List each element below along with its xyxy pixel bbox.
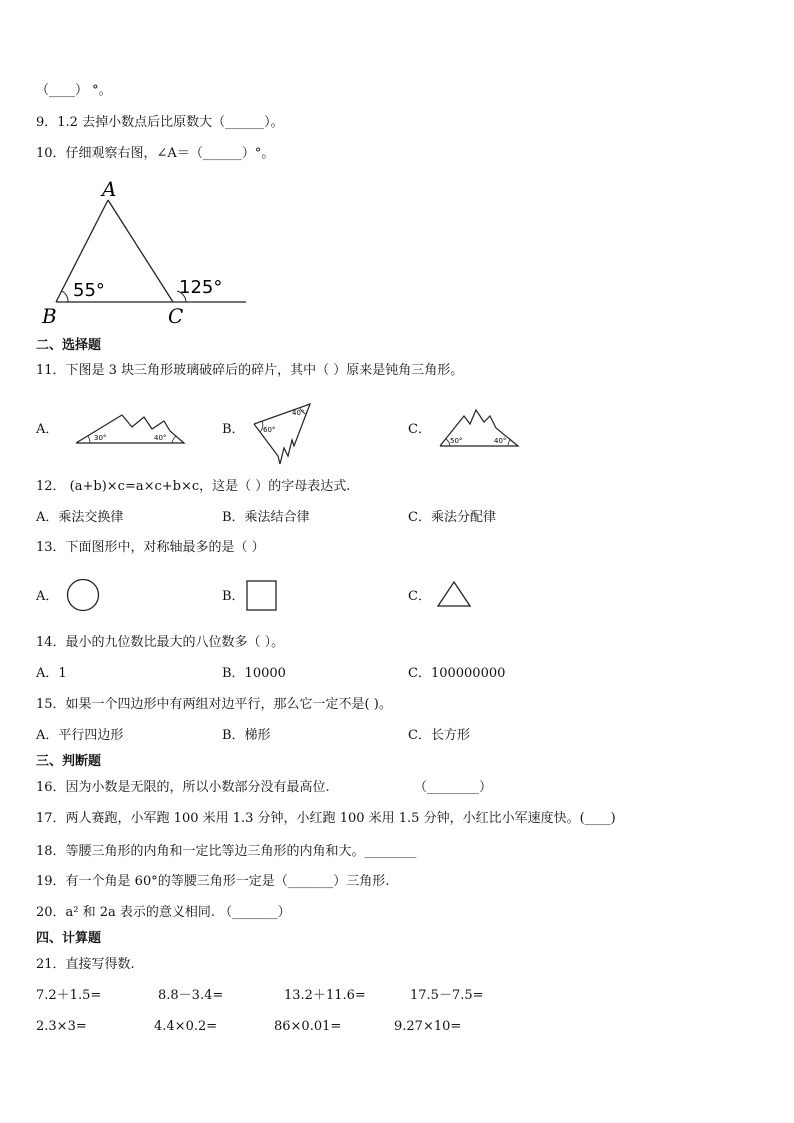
calc-item: 9.27×10= (394, 1019, 462, 1034)
q14-text: 14．最小的九位数比最大的八位数多（ ）。 (36, 635, 285, 650)
q11-fragment-c (436, 406, 526, 452)
q8-tail: （____） °。 (36, 83, 112, 98)
q11-text: 11．下图是 3 块三角形玻璃破碎后的碎片，其中（ ）原来是钝角三角形。 (36, 363, 464, 378)
calc-item: 2.3×3= (36, 1019, 87, 1034)
q20-text: 20．a² 和 2a 表示的意义相同. （_______） (36, 905, 291, 920)
q14-option-a[interactable]: A．1 (36, 666, 67, 681)
q13-option-b-label[interactable]: B． (222, 589, 245, 604)
q13-option-c-label[interactable]: C． (408, 589, 431, 604)
q16-answer-blank[interactable]: （________） (414, 780, 493, 795)
section-3-title: 三、判断题 (36, 754, 102, 769)
fragment-b-angle-1: 60° (263, 426, 276, 434)
q15-text: 15．如果一个四边形中有两组对边平行，那么它一定不是( )。 (36, 697, 392, 712)
square-shape (246, 580, 278, 612)
calc-item: 13.2＋11.6= (284, 988, 366, 1003)
q11-option-b-label[interactable]: B． (222, 422, 245, 437)
q10-triangle-figure (36, 178, 256, 328)
calc-item: 4.4×0.2= (154, 1019, 218, 1034)
calc-item: 86×0.01= (274, 1019, 342, 1034)
q12-option-c[interactable]: C．乘法分配律 (408, 510, 496, 525)
section-4-title: 四、计算题 (36, 931, 102, 946)
q21-text: 21．直接写得数. (36, 957, 135, 972)
q14-option-c[interactable]: C．100000000 (408, 666, 506, 681)
q11-option-c-label[interactable]: C． (408, 422, 431, 437)
q15-option-b[interactable]: B．梯形 (222, 728, 271, 743)
q15-option-a[interactable]: A．平行四边形 (36, 728, 124, 743)
triangle-shape (436, 580, 476, 610)
q17-text: 17．两人赛跑，小军跑 100 米用 1.3 分钟，小红跑 100 米用 1.5 分钟，小红比小军速度快。(____) (36, 811, 616, 826)
section-2-title: 二、选择题 (36, 338, 102, 353)
vertex-a-label: A (102, 177, 117, 201)
q19-text: 19．有一个角是 60°的等腰三角形一定是（_______）三角形. (36, 874, 390, 889)
q16-text: 16．因为小数是无限的，所以小数部分没有最高位. (36, 780, 330, 795)
q12-option-a[interactable]: A．乘法交换律 (36, 510, 124, 525)
q10-text: 10．仔细观察右图，∠A＝（______）°。 (36, 146, 275, 161)
q13-option-a-label[interactable]: A． (36, 589, 59, 604)
q9-text: 9．1.2 去掉小数点后比原数大（______）。 (36, 115, 284, 130)
q12-text: 12． (a+b)×c=a×c+b×c，这是（ ）的字母表达式. (36, 479, 351, 494)
calc-item: 8.8－3.4= (158, 988, 224, 1003)
calc-item: 7.2＋1.5= (36, 988, 102, 1003)
q13-text: 13．下面图形中，对称轴最多的是（ ） (36, 540, 265, 555)
fragment-a-angle-1: 30° (94, 434, 107, 442)
angle-b-label: 55° (73, 280, 105, 301)
q11-option-a-label[interactable]: A． (36, 422, 59, 437)
calc-item: 17.5－7.5= (410, 988, 484, 1003)
circle-shape (66, 578, 102, 614)
q12-option-b[interactable]: B．乘法结合律 (222, 510, 310, 525)
q15-option-c[interactable]: C．长方形 (408, 728, 470, 743)
vertex-b-label: B (42, 304, 57, 328)
fragment-c-angle-2: 40° (494, 437, 507, 445)
vertex-c-label: C (168, 304, 184, 328)
exterior-angle-label: 125° (179, 277, 223, 298)
fragment-a-angle-2: 40° (154, 434, 167, 442)
q14-option-b[interactable]: B．10000 (222, 666, 286, 681)
fragment-b-angle-2: 40° (292, 409, 305, 417)
q18-text: 18．等腰三角形的内角和一定比等边三角形的内角和大。________ (36, 844, 417, 859)
q11-fragment-b (248, 402, 318, 468)
q11-fragment-a (72, 409, 192, 449)
fragment-c-angle-1: 50° (450, 437, 463, 445)
